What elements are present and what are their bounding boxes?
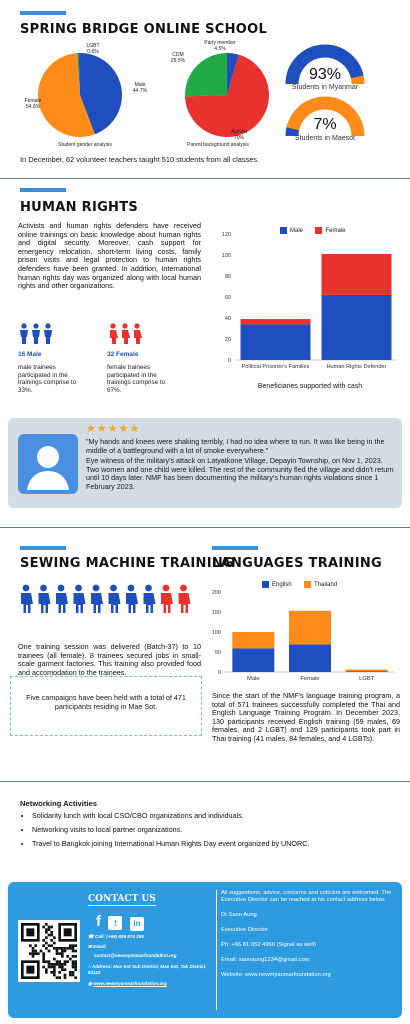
accent-bar — [20, 188, 66, 192]
person-icon — [39, 585, 51, 613]
female-person-icons — [107, 323, 145, 345]
y-tick-label: 100 — [211, 630, 221, 636]
y-tick-label: 150 — [211, 610, 221, 616]
parent-pie-caption: Parent background analysis — [187, 142, 249, 148]
legend-label-female: Female — [325, 227, 346, 234]
website-line[interactable]: ◍ www.newmyanmarfoundation.org — [88, 981, 167, 987]
female-count: 32 Female — [107, 351, 139, 358]
cash-chart-caption: Beneficiaries supported with cash — [257, 383, 363, 390]
accent-bar — [20, 11, 66, 15]
director-website[interactable]: Website: www.newmyanmarfoundation.org — [221, 972, 331, 978]
person-icon — [109, 585, 121, 613]
y-tick-label: 120 — [221, 232, 231, 238]
person-icon — [161, 585, 173, 613]
y-tick-label: 200 — [211, 590, 221, 596]
phone-icon: ☎ — [88, 934, 95, 939]
bar-thailand-0 — [232, 632, 274, 648]
email-line: ✉ Email: — [88, 944, 107, 950]
y-tick-label: 20 — [224, 337, 231, 343]
person-icon — [21, 585, 33, 613]
gauge-maesot-value: 7% — [313, 116, 337, 133]
gender-pie-caption: Student gender analysis — [58, 142, 112, 148]
accent-bar — [20, 546, 66, 550]
section-divider — [0, 527, 410, 528]
bar-english-1 — [289, 644, 331, 672]
campaign-text: Five campaigns have been held with a total of 471 participants residing in Mae Sot. — [26, 693, 186, 711]
male-trainee-icons — [18, 323, 56, 350]
bar-male-0 — [241, 324, 311, 360]
language-bar-chart — [205, 586, 405, 686]
avatar — [18, 434, 78, 494]
address-line: ⌂ Address: Mae Sot Sub District, Mae Sot, Tak District, 63110 — [88, 963, 207, 975]
contact-footer — [8, 882, 402, 1018]
school-summary: In December, 62 volunteer teachers taught 510 students from all classes. — [20, 155, 260, 164]
star-rating: ★★★★★ — [86, 423, 141, 435]
person-icon — [179, 585, 191, 613]
female-trainee-icons — [107, 323, 145, 350]
gender-pie-chart — [20, 40, 140, 150]
person-avatar-icon — [18, 434, 78, 494]
male-desc: male trainees participated in the trainings comprise to 33%. — [18, 364, 77, 394]
y-tick-label: 100 — [221, 253, 231, 259]
gauge-myanmar-label: Students in Myanmar — [291, 84, 359, 91]
legend-label-male: Male — [290, 227, 304, 234]
campaign-box — [10, 676, 202, 736]
trainee-person-icons — [18, 584, 198, 614]
female-desc: female trainees participated in the trainings comprise to 67%. — [107, 364, 166, 394]
legend-label-thailand: Thailand — [314, 581, 338, 588]
gender-pie-lbl-male: Male 44.7% — [132, 82, 148, 94]
section-divider — [0, 781, 410, 782]
feedback-intro: All suggestions, advice, concerns and criticism are welcomed. The Executive Director can be reached at his contact address below. — [221, 890, 392, 903]
person-icon — [74, 585, 86, 613]
sewing-paragraph: One training session was delivered (Batch-37) to 10 trainees (all female). 8 trainees secured jobs in small-scale garment factories. This training also provided food and accomodation to the trainees. — [18, 642, 201, 677]
email-icon: ✉ — [88, 944, 94, 950]
bar-male-1 — [322, 295, 392, 360]
languages-title: LANGUAGES TRAINING — [212, 556, 382, 571]
testimonial-box — [8, 418, 402, 508]
gender-pie-lbl-female: Female 54.6% — [24, 98, 42, 110]
sewing-trainee-icons — [18, 584, 198, 619]
human-rights-title: HUMAN RIGHTS — [20, 200, 139, 215]
person-icon — [126, 585, 138, 613]
parent-pie-lbl-activist: Activist 70% — [231, 129, 247, 141]
quote-context: Eye witness of the military's attack on Latyatkone Village, Depayin Township, on Nov 1, 2023. Two women and one child were killed. The rest of the community fled the village and didn't return until 10 days later. NMF has been documenting the military's human rights violations since 1 February 2023. — [86, 456, 394, 491]
gender-pie-lbl-lgbt: LGBT 0.6% — [86, 43, 100, 55]
director-phone: Ph: +66 81 052 4966 (Signal as well) — [221, 942, 316, 948]
school-title: SPRING BRIDGE ONLINE SCHOOL — [20, 22, 268, 37]
parent-pie-lbl-cdm: CDM 25.5% — [170, 52, 186, 64]
languages-paragraph: Since the start of the NMF's language training program, a total of 571 trainees successfully completed the Thai and English Language Training Program. In December 2023, 130 participants received English training (59 males, 69 females, and 2 LGBT) and 129 participants took part in Thai training (41 males, 84 females, and 4 LGBTs). — [212, 691, 400, 743]
director-role: Executive Director — [221, 927, 269, 933]
email-value[interactable]: contact@newmyanmarfoundation.org — [94, 953, 177, 959]
sewing-title: SEWING MACHINE TRAINING — [20, 556, 234, 571]
section-divider — [0, 178, 410, 179]
list-item: • Solidarity lunch with local CSO/CBO organizations and individuals. — [32, 812, 309, 820]
contact-title: CONTACT US — [88, 894, 156, 904]
bar-english-0 — [232, 648, 274, 672]
networking-list — [32, 812, 309, 854]
legend-label-english: English — [272, 581, 292, 588]
networking-title: Networking Activities — [20, 799, 97, 808]
x-tick-label: Female — [300, 676, 320, 682]
person-icon — [91, 585, 103, 613]
facebook-icon[interactable]: f — [96, 913, 101, 930]
director-email[interactable]: Email: sannaung1234@gmail.com — [221, 957, 310, 963]
parent-pie-lbl-party: Party member 4.5% — [204, 40, 236, 52]
y-tick-label: 40 — [224, 316, 231, 322]
x-tick-label: LGBT — [359, 676, 375, 682]
y-tick-label: 50 — [214, 650, 221, 656]
y-tick-label: 0 — [217, 670, 221, 676]
male-count: 16 Male — [18, 351, 42, 358]
person-icon — [144, 585, 156, 613]
pie-slice-cdm — [185, 53, 227, 96]
qr-code — [18, 920, 80, 982]
bar-female-0 — [241, 319, 311, 324]
footer-vertical-divider — [216, 890, 217, 1010]
male-person-icons — [18, 323, 56, 345]
person-icon — [56, 585, 68, 613]
y-tick-label: 80 — [224, 274, 231, 280]
contact-right — [221, 890, 397, 979]
gauge-maesot-label: Students in Maesot — [295, 135, 355, 142]
list-item: • Travel to Bangkok joining International Human Rights Day event organized by UNORC. — [32, 840, 309, 848]
x-tick-label: Political Prisoner's Families — [241, 364, 310, 370]
x-tick-label: Human Rights Defender — [326, 364, 387, 370]
bar-female-1 — [322, 254, 392, 295]
bar-english-2 — [346, 671, 388, 672]
x-tick-label: Male — [247, 676, 260, 682]
quote-text: "My hands and knees were shaking terribly, I had no idea where to run. It was like being in the middle of a battleground with a lot of smoke everywhere." — [86, 437, 385, 455]
y-tick-label: 0 — [227, 358, 231, 364]
phone-line: ☎ Call: (+66) 626 874 266 — [88, 934, 144, 939]
y-tick-label: 60 — [224, 295, 231, 301]
contact-details — [88, 934, 213, 987]
accent-bar — [212, 546, 258, 550]
director-name: Dr.Sann Aung — [221, 912, 257, 918]
globe-icon: ◍ — [88, 981, 94, 987]
bar-thailand-2 — [346, 670, 388, 672]
human-rights-paragraph: Activists and human rights defenders have received online trainings on basic knowledge about human rights and digital security. Moreover, cash support for emergency relocation, short-term living costs, family prison visits and legal protection to human rights defenders have been granted. In addition, International human rights day was organized along with local human rights and other organizations. — [18, 221, 201, 291]
linkedin-icon[interactable]: in — [130, 917, 144, 931]
qr-code-icon — [21, 923, 77, 979]
twitter-icon[interactable]: t — [108, 916, 122, 930]
gauge-myanmar-value: 93% — [308, 66, 342, 83]
list-item: • Networking visits to local partner organizations. — [32, 826, 309, 834]
bar-thailand-1 — [289, 611, 331, 645]
cash-bar-chart — [215, 227, 405, 375]
location-icon: ⌂ — [88, 963, 92, 969]
social-icons — [96, 913, 144, 931]
